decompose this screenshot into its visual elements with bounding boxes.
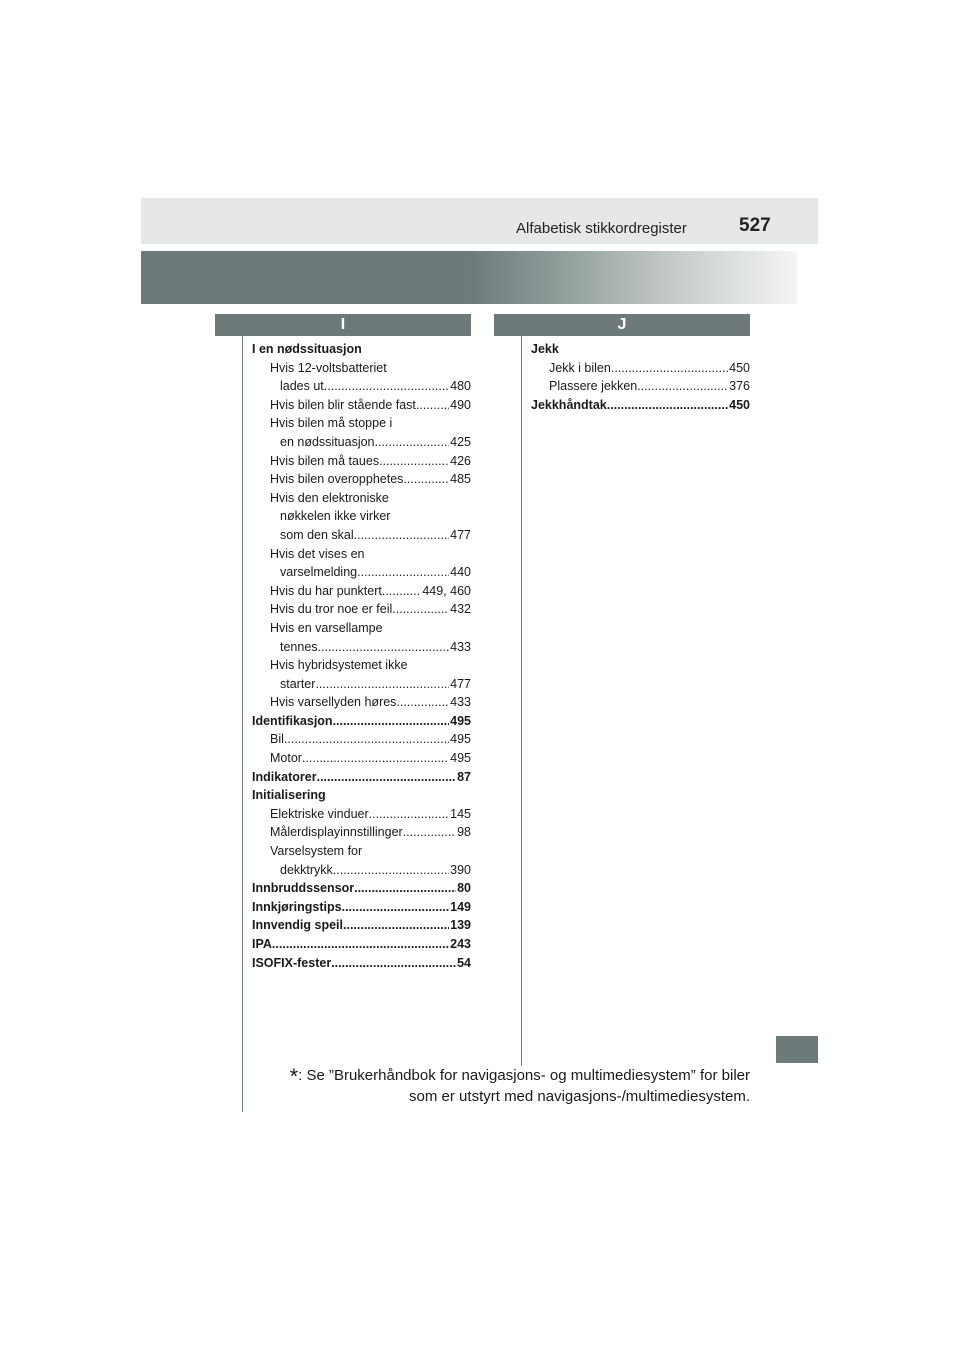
index-entry-text: Jekkhåndtak <box>531 397 607 412</box>
index-entry-page: 477 <box>450 527 471 542</box>
index-entry <box>252 786 471 805</box>
dot-leader <box>396 693 449 712</box>
dot-leader <box>302 749 449 768</box>
dot-leader <box>284 730 449 749</box>
index-entry-text: Innkjøringstips <box>252 899 342 914</box>
index-entry <box>252 768 471 787</box>
index-entry-page: 477 <box>450 676 471 691</box>
index-entry <box>252 526 471 545</box>
index-entry <box>252 414 471 433</box>
index-entry-page: 450 <box>729 397 750 412</box>
page-number: 527 <box>739 215 771 236</box>
index-entry <box>252 600 471 619</box>
index-entry-text: Hvis bilen overopphetes <box>270 472 404 487</box>
index-entry <box>252 507 471 526</box>
index-entry-page: 449, 460 <box>422 583 471 598</box>
index-entry <box>531 359 750 378</box>
index-entry-text: Jekk i bilen <box>549 360 611 375</box>
header-bar <box>141 198 818 244</box>
dot-leader <box>357 563 449 582</box>
index-entry-page: 87 <box>457 769 471 784</box>
index-entry-text: varselmelding <box>280 565 358 580</box>
dot-leader <box>354 879 456 898</box>
dot-leader <box>392 600 449 619</box>
index-entry-text: Motor <box>270 751 302 766</box>
index-entry-page: 426 <box>450 453 471 468</box>
dot-leader <box>333 712 450 731</box>
index-entry <box>252 879 471 898</box>
dot-leader <box>382 582 421 601</box>
dot-leader <box>379 452 449 471</box>
index-entry <box>252 823 471 842</box>
dot-leader <box>315 675 449 694</box>
index-entry <box>252 470 471 489</box>
dot-leader <box>343 916 449 935</box>
index-entry <box>252 545 471 564</box>
index-entry-text: Hvis 12-voltsbatteriet <box>270 360 387 375</box>
dot-leader <box>342 898 450 917</box>
index-entry <box>252 954 471 973</box>
index-entry-page: 495 <box>450 713 471 728</box>
dot-leader <box>318 638 450 657</box>
index-entry-text: dekktrykk <box>280 862 333 877</box>
index-entry-text: Hvis du har punktert <box>270 583 382 598</box>
index-entry-text: Varselsystem for <box>270 844 363 859</box>
column-divider-left <box>242 336 243 1112</box>
index-entry-text: Hvis hybridsystemet ikke <box>270 658 408 673</box>
index-entry <box>252 396 471 415</box>
index-entry-text: I en nødssituasjon <box>252 342 362 356</box>
index-entry-text: Hvis varsellyden høres <box>270 695 397 710</box>
index-entry-page: 485 <box>450 472 471 487</box>
dot-leader <box>317 768 456 787</box>
index-entry-page: 425 <box>450 434 471 449</box>
index-entry-text: Hvis det vises en <box>270 546 365 561</box>
index-entry-text: som den skal <box>280 527 354 542</box>
section-title: Alfabetisk stikkordregister <box>516 220 687 237</box>
index-entry <box>531 377 750 396</box>
column-heading-i: I <box>215 314 471 336</box>
index-entry <box>252 340 471 359</box>
index-entry-text: lades ut <box>280 379 324 394</box>
index-entry-text: Hvis bilen må stoppe i <box>270 416 393 431</box>
chapter-tab <box>776 1036 818 1063</box>
dot-leader <box>416 396 449 415</box>
index-entry-page: 433 <box>450 695 471 710</box>
index-entry <box>252 730 471 749</box>
index-entry <box>252 693 471 712</box>
index-entry <box>252 861 471 880</box>
dot-leader <box>403 823 456 842</box>
footnote-line-1: : Se ”Brukerhåndbok for navigasjons- og multimediesystem” for biler <box>298 1067 750 1084</box>
index-entry-page: 390 <box>450 862 471 877</box>
index-entry-page: 149 <box>450 899 471 914</box>
index-entry-page: 495 <box>450 751 471 766</box>
index-entry-page: 80 <box>457 881 471 896</box>
dot-leader <box>333 861 449 880</box>
index-entry-text: Hvis bilen må taues <box>270 453 380 468</box>
index-entry-text: ISOFIX-fester <box>252 955 332 970</box>
index-entry <box>252 359 471 378</box>
index-entry-page: 480 <box>450 379 471 394</box>
dot-leader <box>354 526 449 545</box>
index-entry-text: Hvis en varsellampe <box>270 620 383 635</box>
index-column-i <box>252 340 471 972</box>
index-entry-page: 490 <box>450 397 471 412</box>
index-entry-page: 54 <box>457 955 471 970</box>
index-entry-text: Innvendig speil <box>252 918 343 933</box>
index-entry-page: 139 <box>450 918 471 933</box>
index-entry-page: 440 <box>450 565 471 580</box>
index-entry-text: Bil <box>270 732 284 747</box>
index-entry-page: 376 <box>729 379 750 394</box>
index-entry <box>252 638 471 657</box>
index-entry-page: 450 <box>729 360 750 375</box>
index-entry <box>252 433 471 452</box>
index-entry <box>252 842 471 861</box>
dot-leader <box>324 377 449 396</box>
index-entry <box>252 916 471 935</box>
dot-leader <box>611 359 728 378</box>
index-entry <box>252 935 471 954</box>
index-entry <box>252 377 471 396</box>
index-entry-text: Målerdisplayinnstillinger <box>270 825 403 840</box>
index-entry <box>252 452 471 471</box>
index-entry <box>531 396 750 415</box>
index-entry-text: Indikatorer <box>252 769 317 784</box>
index-entry-text: Initialisering <box>252 788 326 803</box>
index-entry <box>252 805 471 824</box>
dot-leader <box>272 935 449 954</box>
index-entry-text: starter <box>280 676 316 691</box>
index-entry-page: 433 <box>450 639 471 654</box>
column-heading-j: J <box>494 314 750 336</box>
dot-leader <box>369 805 449 824</box>
footnote <box>280 1066 750 1107</box>
index-entry <box>252 619 471 638</box>
index-entry <box>252 582 471 601</box>
index-entry-page: 243 <box>450 937 471 951</box>
decorative-band <box>141 251 797 304</box>
index-entry <box>252 749 471 768</box>
index-entry <box>252 563 471 582</box>
dot-leader <box>375 433 450 452</box>
dot-leader <box>403 470 449 489</box>
index-entry-text: Elektriske vinduer <box>270 806 369 821</box>
index-entry-text: Jekk <box>531 342 559 356</box>
index-entry-text: IPA <box>252 937 272 951</box>
index-entry-text: Identifikasjon <box>252 713 333 728</box>
index-entry-text: Hvis du tror noe er feil <box>270 602 393 617</box>
index-entry-text: nøkkelen ikke virker <box>280 509 391 524</box>
footnote-line-2: som er utstyrt med navigasjons-/multimediesystem. <box>409 1088 750 1105</box>
footnote-marker: * <box>289 1064 299 1089</box>
index-entry-text: Hvis bilen blir stående fast <box>270 397 416 412</box>
index-entry-page: 495 <box>450 732 471 747</box>
index-entry <box>252 898 471 917</box>
index-entry <box>252 712 471 731</box>
index-entry-page: 145 <box>450 806 471 821</box>
index-entry-text: Plassere jekken <box>549 379 638 394</box>
index-entry <box>252 489 471 508</box>
index-entry <box>531 340 750 359</box>
index-column-j <box>531 340 750 414</box>
index-entry-text: tennes <box>280 639 318 654</box>
column-divider-middle <box>521 336 522 1066</box>
index-entry-text: Innbruddssensor <box>252 881 355 896</box>
index-entry-page: 432 <box>450 602 471 617</box>
index-entry-page: 98 <box>457 825 471 840</box>
index-entry <box>252 656 471 675</box>
dot-leader <box>607 396 728 415</box>
index-entry <box>252 675 471 694</box>
dot-leader <box>331 954 456 973</box>
index-entry-text: en nødssituasjon <box>280 434 375 449</box>
index-entry-text: Hvis den elektroniske <box>270 490 389 505</box>
dot-leader <box>637 377 728 396</box>
